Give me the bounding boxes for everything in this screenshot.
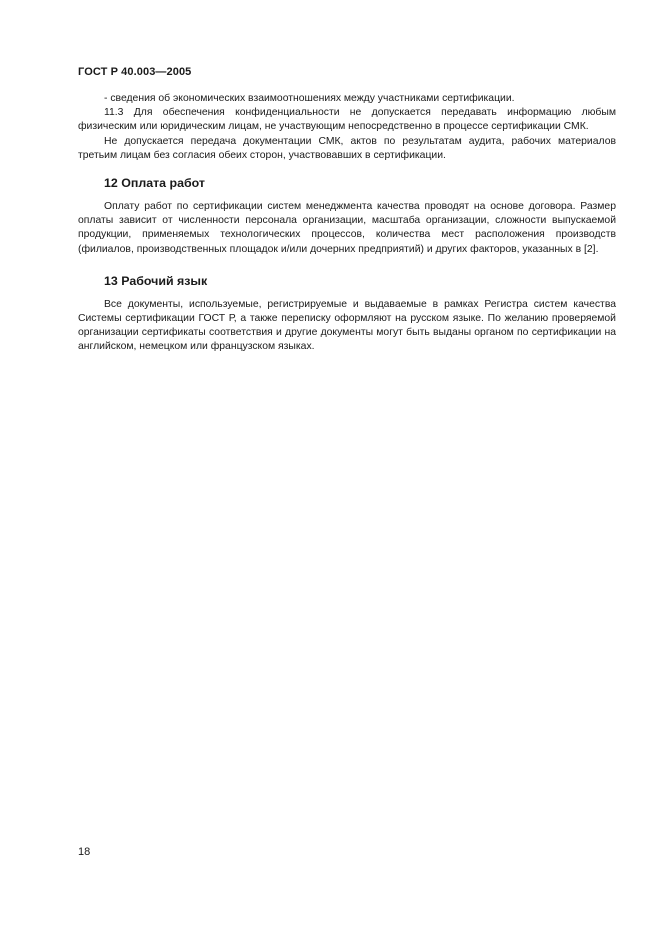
page-number: 18 — [78, 846, 91, 858]
paragraph-language: Все документы, используемые, регистрируемые и выдаваемые в рамках Регистра систем качества Системы сертификации ГОСТ Р, а также переписку оформляют на русском языке. По желанию проверяемой организации сертификаты соответствия и другие документы могут быть выданы органом по сертификации на английском, немецком или французском языках. — [78, 298, 616, 353]
document-body — [78, 92, 616, 355]
section-heading-language: 13 Рабочий язык — [104, 273, 208, 288]
paragraph-documentation-transfer: Не допускается передача документации СМК, актов по результатам аудита, рабочих материалов третьим лицам без согласия обеих сторон, участвовавших в сертификации. — [78, 135, 616, 161]
paragraph-payment: Оплату работ по сертификации систем менеджмента качества проводят на основе договора. Размер оплаты зависит от численности персонала организации, масштаба организации, сложности выпускаемой продукции, применяемых технологических процессов, количества мест расположения производств (филиалов, производственных площадок и/или дочерних предприятий) и других факторов, указанных в [2]. — [78, 201, 616, 255]
section-heading-payment: 12 Оплата работ — [104, 176, 205, 191]
paragraph-confidentiality: 11.3 Для обеспечения конфиденциальности не допускается передавать информацию любым физическим или юридическим лицам, не участвующим непосредственно в процессе сертификации СМК. — [78, 107, 616, 133]
paragraph-economic-relations: - сведения об экономических взаимоотношениях между участниками сертификации. — [104, 93, 515, 104]
document-header: ГОСТ Р 40.003—2005 — [78, 66, 192, 78]
